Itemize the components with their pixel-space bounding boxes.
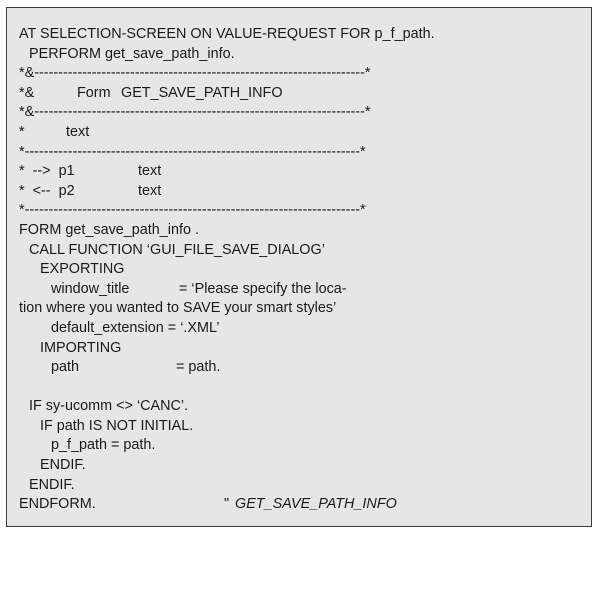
comment-divider: *&---------------------------------------------------------------------* [19,65,371,82]
code-line [19,143,591,163]
comment-text: text [138,163,162,180]
code-text: PERFORM get_save_path_info. [29,45,235,62]
code-line [19,495,591,515]
code-text: window_title [51,280,130,297]
comment-text: GET_SAVE_PATH_INFO [121,84,283,101]
code-line [19,339,591,359]
code-line [19,299,591,319]
code-line [19,476,591,496]
comment-marker: " [224,496,230,513]
code-text: AT SELECTION-SCREEN ON VALUE-REQUEST FOR p_f_path. [19,26,435,42]
comment-text: text [66,123,90,140]
code-text: IF path IS NOT INITIAL. [40,417,194,434]
code-text: default_extension = ‘.XML’ [51,319,220,336]
code-line [19,456,591,476]
comment-marker: *& [19,84,35,101]
code-text: path [51,359,80,376]
code-line [19,84,591,104]
code-line [19,162,591,182]
code-text: IMPORTING [40,339,122,356]
code-line [19,397,591,417]
code-line [19,103,591,123]
code-line [19,25,591,45]
code-line [19,182,591,202]
code-line [19,358,591,378]
code-line [19,45,591,65]
code-text: ENDIF. [40,457,86,474]
code-listing-box [6,7,592,527]
code-line [19,436,591,456]
code-line [19,319,591,339]
code-text: FORM get_save_path_info . [19,221,199,238]
code-line [19,64,591,84]
comment-text: Form [77,84,111,101]
code-text: CALL FUNCTION ‘GUI_FILE_SAVE_DIALOG’ [29,241,325,258]
comment-divider: *&---------------------------------------------------------------------* [19,104,371,121]
code-text: tion where you wanted to SAVE your smart styles’ [19,300,337,317]
code-text: IF sy-ucomm <> ‘CANC’. [29,398,189,415]
comment-divider: *----------------------------------------------------------------------* [19,202,366,219]
comment-divider: *----------------------------------------------------------------------* [19,143,366,160]
comment-text: text [138,182,162,199]
blank-line [19,378,591,398]
code-line [19,260,591,280]
code-line [19,417,591,437]
code-line [19,280,591,300]
comment-text: * --> p1 [19,163,75,180]
code-text: p_f_path = path. [51,437,156,454]
code-line [19,221,591,241]
code-line [19,123,591,143]
code-line [19,241,591,261]
code-text: ENDIF. [29,476,75,493]
comment-marker: * [19,123,25,140]
code-line [19,201,591,221]
code-block [19,25,591,515]
code-text: = path. [176,359,221,376]
code-text: = ‘Please specify the loca- [179,280,347,297]
code-text: EXPORTING [40,261,125,278]
comment-text: * <-- p2 [19,182,75,199]
comment-text: GET_SAVE_PATH_INFO [235,496,397,513]
code-text: ENDFORM. [19,496,96,513]
